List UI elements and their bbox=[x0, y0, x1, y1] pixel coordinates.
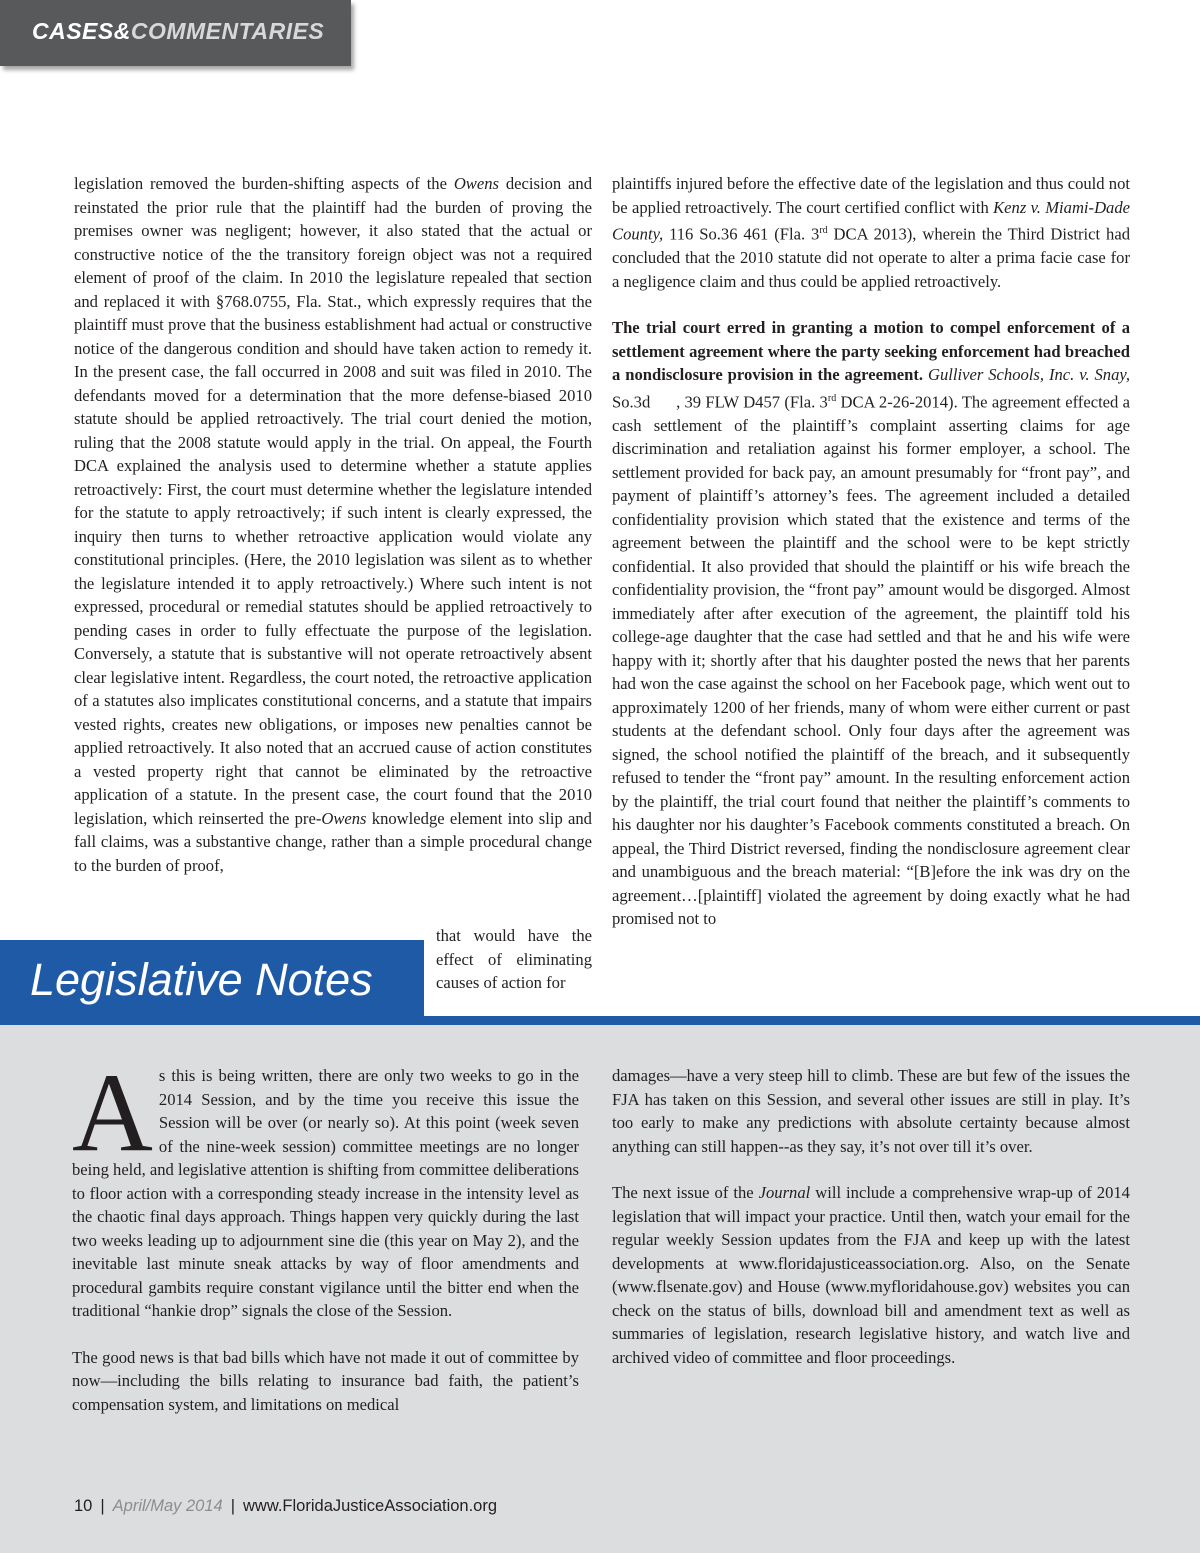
case-name: Kenz v. Miami-Dade County, bbox=[612, 197, 1131, 244]
text-run: The next issue of the bbox=[612, 1183, 759, 1202]
article-column-left bbox=[74, 172, 592, 877]
footer-separator: | bbox=[100, 1497, 105, 1515]
header-commentaries: COMMENTARIES bbox=[130, 18, 325, 44]
issue-date: April/May 2014 bbox=[112, 1497, 223, 1515]
superscript: rd bbox=[827, 392, 837, 404]
text-run: knowledge element into slip and fall claims, was a substantive change, rather than a simple procedural change to the burden of proof, bbox=[74, 808, 592, 875]
notes-paragraph: The good news is that bad bills which have not made it out of committee by now—including the bills relating to insurance bad faith, the patient’s compensation system, and limitations on medical bbox=[72, 1347, 579, 1414]
footer-separator: | bbox=[230, 1497, 236, 1515]
notes-paragraph: damages—have a very steep hill to climb. These are but few of the issues the FJA has taken on this Session, and several other issues are still in play. It’s too early to make any predictions with absolute certainty because almost anything can still happen--as they say, it’s not over till it’s over. bbox=[612, 1066, 1130, 1156]
text-run: legislation removed the burden-shifting aspects of the bbox=[74, 174, 454, 193]
text-run: DCA 2-26-2014). The agreement effected a cash settlement of the plaintiff’s complaint asserting claims for age discrimination and retaliation against his former employer, a school. The settlement provided for back pay, an amount presumably for “front pay”, and payment of plaintiff’s attorney’s fees. The agreement included a detailed confidentiality provision which stated that the existence and terms of the agreement between the plaintiff and the school were to be kept strictly confidential. It also provided that should the plaintiff or his wife breach the confidentiality provision, the “front pay” amount would be disgorged. Almost immediately after after execution of the agreement, the plaintiff told his college-age daughter that the case had settled and that he and his wife were happy with it; shortly after that his daughter posted the news that her parents had won the case against the school on her Facebook page, which went out to approximately 1200 of her friends, many of whom were either current or past students at the defendant school. Only four days after the agreement was signed, the school notified the plaintiff of the breach, and it subsequently refused to tender the “front pay” amount. In the resulting enforcement action by the plaintiff, the trial court found that neither the plaintiff’s comments to his daughter nor his daughter’s Facebook comments constituted a breach. On appeal, the Third District reversed, finding the nondisclosure agreement clear and unambiguous and the breach material: “[B]efore the ink was dry on the agreement…[plaintiff] violated the agreement by doing exactly what he had promised not to bbox=[612, 392, 1131, 929]
article-paragraph bbox=[612, 316, 1155, 931]
text-run: 116 So.36 461 (Fla. 3 bbox=[663, 224, 820, 244]
text-run: s this is being written, there are only two weeks to go in the 2014 Session, and by the time you receive this issue the Session will be over (or nearly so). At this point (week seven of the nine-week session) committee meetings are no longer being held, and legislative attention is shifting from committee deliberations to floor action with a corresponding steady increase in the intensity level as the chaotic final days approach. Things happen very quickly during the last two weeks leading up to adjournment sine die (this year on May 2), and the inevitable last minute sneak attacks by way of floor amendments and procedural gambits require constant vigilance until the bitter end when the traditional “hankie drop” signals the close of the Session. bbox=[72, 1066, 579, 1320]
page-number: 10 bbox=[74, 1497, 93, 1515]
case-name: Owens bbox=[321, 808, 367, 828]
notes-paragraph bbox=[72, 1051, 579, 1323]
article-column-right bbox=[612, 172, 1155, 931]
section-header-tab bbox=[0, 0, 351, 66]
case-name: Owens bbox=[453, 174, 499, 193]
text-run: decision and reinstated the prior rule that the plaintiff had the burden of proving the premises owner was negligent; however, it also stated that the actual or constructive notice of the the transitory foreign object was not a required element of proof of the claim. In 2010 the legislature repealed that section and replaced it with §768.0755, Fla. Stat., which expressly requires that the plaintiff must prove that the business establishment had actual or constructive notice of the dangerous condition and should have taken action to remedy it. In the present case, the fall occurred in 2008 and suit was filed in 2010. The defendants moved for a determination that the more defense-biased 2010 statute should be applied retroactively. The trial court denied the motion, ruling that the 2008 statute would apply in the trial. On appeal, the Fourth DCA explained the analysis used to determine whether a statute applies retroactively: First, the court must determine whether the legislature intended for the statute to apply retroactively; if such intent is clearly expressed, the inquiry then turns to whether retroactive application would violate any constitutional principles. (Here, the 2010 legislation was silent as to whether the legislature intended it to apply retroactively.) Where such intent is not expressed, procedural or remedial statutes should be applied retroactively to pending cases in order to fully effectuate the purpose of the legislation. Conversely, a statute that is substantive will not operate retroactively absent clear legislative intent. Regardless, the court noted, the retroactive application of a statutes also implicates constitutional concerns, and a statute that impairs vested rights, creates new obligations, or imposes new penalties cannot be applied retroactively. It also noted that an accrued cause of action constitutes a vested property right that cannot be eliminated by the retroactive application of a statute. In the present case, the court found that the 2010 legislation, which reinserted the pre- bbox=[74, 174, 592, 828]
notes-paragraph bbox=[612, 1181, 1130, 1369]
notes-column-right bbox=[612, 1064, 1130, 1369]
drop-cap: A bbox=[72, 1051, 153, 1175]
section-title: Legislative Notes bbox=[30, 954, 373, 1005]
article-column-left-tail: that would have the effect of eliminating causes of action for bbox=[436, 926, 592, 992]
article-paragraph bbox=[74, 172, 592, 877]
superscript: rd bbox=[819, 225, 828, 236]
text-run: will include a comprehensive wrap-up of 2014 legislation that will impact your practice. Until then, watch your email for the regular weekly Session updates from the FJA and keep up with the latest developments at www.floridajusticeassociation.org. Also, on the Senate (www.flsenate.gov) and House (www.myfloridahouse.gov) websites you can check on the status of bills, download bill and amendment text as well as summaries of legislation, research legislative history, and watch live and archived video of committee and floor proceedings. bbox=[612, 1183, 1130, 1367]
text-run: So.3d , 39 FLW D457 (Fla. 3 bbox=[612, 365, 1155, 412]
section-header-text bbox=[32, 18, 324, 45]
page-footer bbox=[74, 1497, 497, 1516]
case-headline: The trial court erred in granting a motion to compel enforcement of a settlement agreement where the party seeking enforcement had breached a nondisclosure provision in the agreement. bbox=[612, 318, 1130, 385]
notes-column-left bbox=[72, 1051, 579, 1416]
header-cases: CASES& bbox=[32, 18, 131, 44]
website-link[interactable]: www.FloridaJusticeAssociation.org bbox=[243, 1497, 498, 1515]
case-name: Gulliver Schools, Inc. v. Snay, bbox=[923, 365, 1130, 385]
text-run: plaintiffs injured before the effective date of the legislation and thus could not be applied retroactively. The court certified conflict with bbox=[612, 174, 1130, 217]
publication-name: Journal bbox=[758, 1183, 811, 1202]
text-run: DCA 2013), wherein the Third District had concluded that the 2010 statute did not operate to alter a prima facie case for a negligence claim and thus could be applied retroactively. bbox=[612, 224, 1130, 291]
article-paragraph bbox=[612, 172, 1130, 293]
